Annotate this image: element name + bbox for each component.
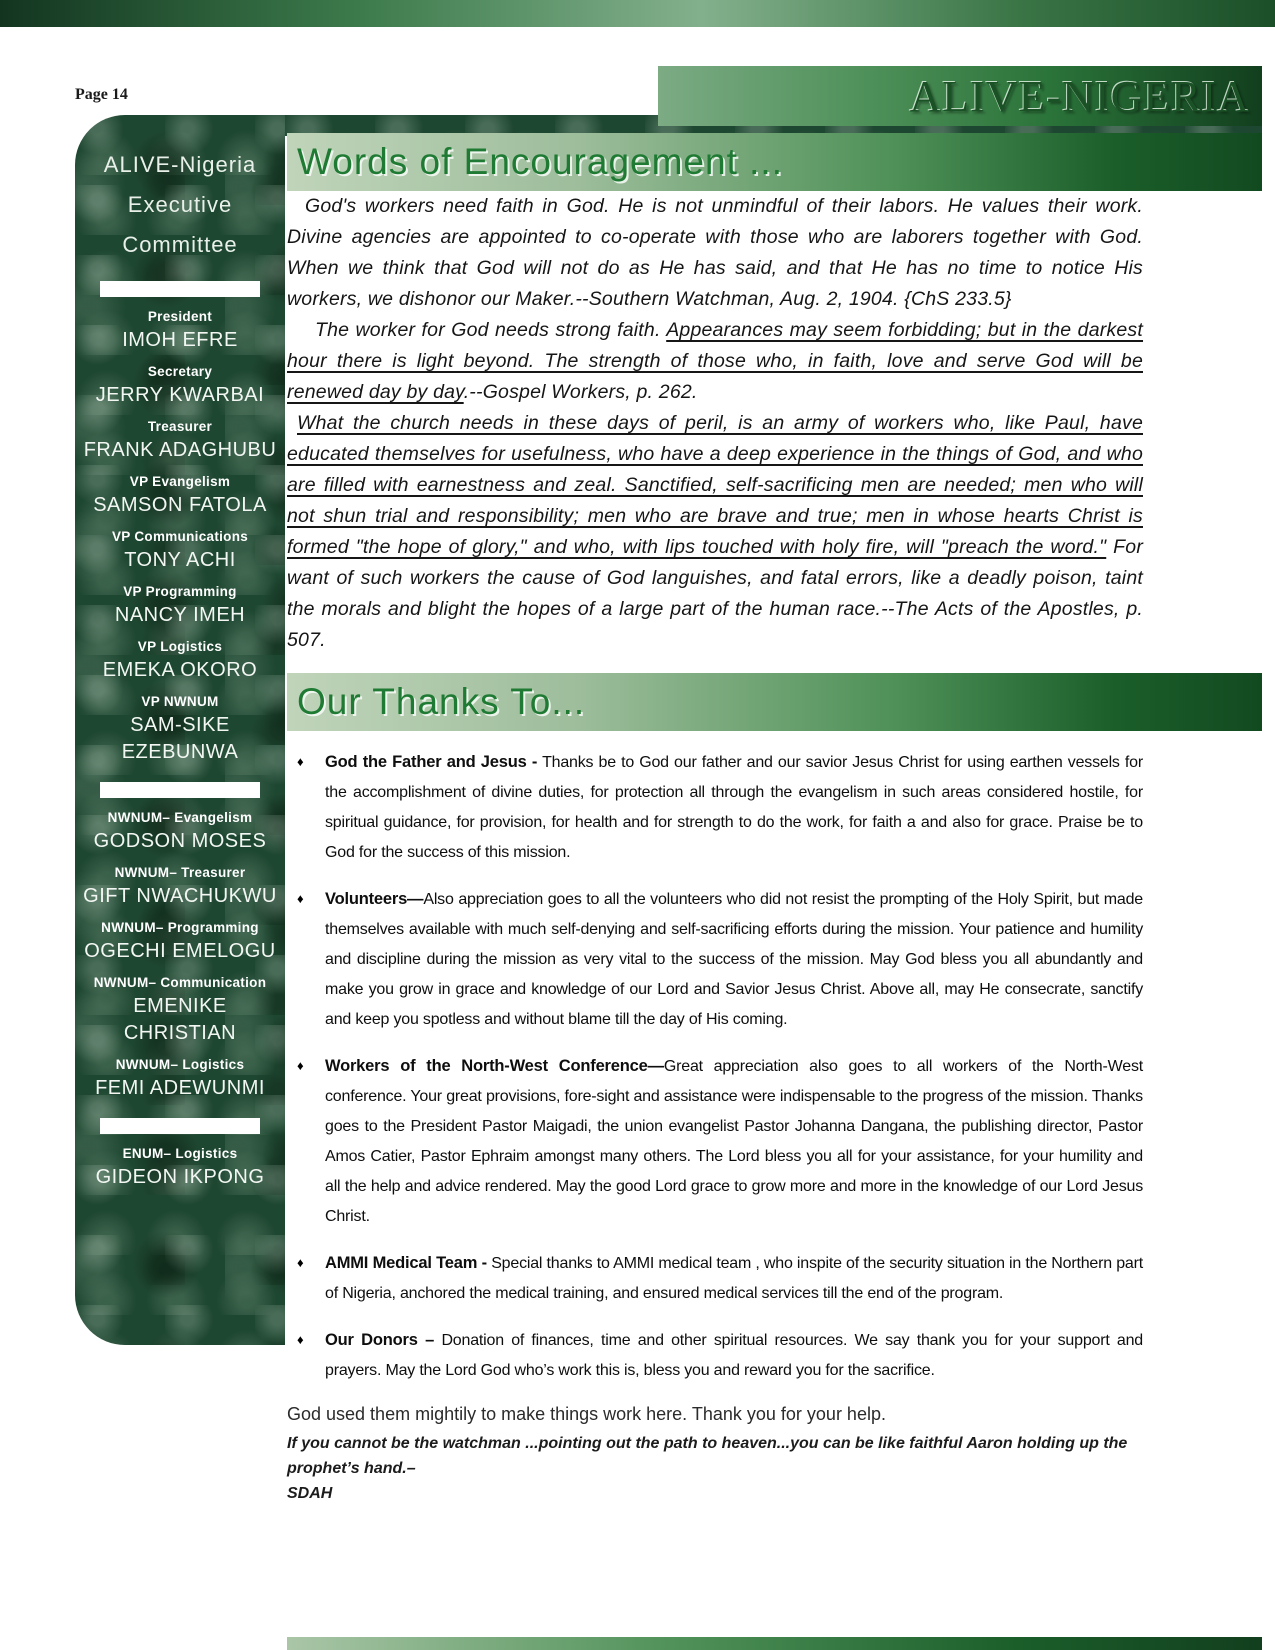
role-label: NWNUM– Logistics xyxy=(115,1057,245,1072)
quote-text: .--Gospel Workers, p. 262. xyxy=(463,381,698,403)
quotes-block xyxy=(287,191,1143,656)
role-label: President xyxy=(147,309,213,324)
committee-group xyxy=(83,307,277,766)
bullet-body xyxy=(325,1248,1143,1309)
list-item xyxy=(287,1248,1143,1309)
underlined-quote-text: What the church needs in these days of peril, is an army of workers who, like Paul, have educated themselves for usefulness, who have a deep experience in the things of God, and who are filled with earnestness and zeal. Sanctified, self-sacrificing men are needed; men who will not shun trial and responsibility; men who are brave and true; men in whose hearts Christ is formed "the hope of glory," and who, with lips touched with holy fire, will "preach the word." xyxy=(287,412,1143,558)
quote-text: God's workers need faith in God. He is not unmindful of their labors. He values their work. Divine agencies are appointed to co-operate with those who are laborers together with God. When we think that God will not do as He has said, and that He has no time to notice His workers, we dishonor our Maker.--Southern Watchman, Aug. 2, 1904. {ChS 233.5} xyxy=(287,195,1143,310)
sidebar-divider xyxy=(100,782,260,798)
member-name: GIFT NWACHUKWU xyxy=(83,885,277,907)
role-label: Secretary xyxy=(147,364,213,379)
bullet-body xyxy=(325,747,1143,868)
bullet-body xyxy=(325,884,1143,1035)
member-name: GIDEON IKPONG xyxy=(95,1166,265,1188)
main-column xyxy=(287,133,1262,1506)
sidebar-title xyxy=(83,145,277,265)
top-accent-bar xyxy=(0,0,1275,27)
bullet-text: Great appreciation also goes to all workers of the North-West conference. Your great provisions, fore-sight and assistance were indispensable to the progress of the mission. Thanks goes to the President Pastor Maigadi, the union evangelist Pastor Johanna Dangana, the publishing director, Pastor Amos Catier, Pastor Ephraim amongst many others. The Lord bless you all for your assistance, for your humility and all the help and advice rendered. May the good Lord grace to grow more and more in the knowledge of our Lord Jesus Christ. xyxy=(325,1058,1143,1225)
diamond-bullet-icon: ♦ xyxy=(297,1058,304,1073)
diamond-bullet-icon: ♦ xyxy=(297,1255,304,1270)
thanks-section-title: Our Thanks To... xyxy=(297,681,586,722)
list-item xyxy=(287,1325,1143,1386)
role-label: Treasurer xyxy=(147,419,213,434)
role-label: NWNUM– Evangelism xyxy=(107,810,253,825)
member-name: EMEKA OKORO xyxy=(102,659,258,681)
footer-attribution: SDAH xyxy=(287,1485,333,1502)
diamond-bullet-icon: ♦ xyxy=(297,1332,304,1347)
page-number-label: Page 14 xyxy=(75,86,128,103)
bullet-label: God the Father and Jesus - xyxy=(325,753,538,771)
bullet-label: Volunteers— xyxy=(325,890,424,908)
diamond-bullet-icon: ♦ xyxy=(297,891,304,906)
brand-title: ALIVE-NIGERIA xyxy=(909,71,1250,121)
brand-banner xyxy=(658,66,1262,126)
footer-quote xyxy=(287,1431,1143,1506)
footer-quote-line: If you cannot be the watchman ...pointing out the path to heaven...you can be like faithful Aaron holding up the prophet’s hand.– xyxy=(287,1435,1128,1477)
member-name: OGECHI EMELOGU xyxy=(84,940,276,962)
thanks-section-header xyxy=(287,673,1262,731)
bullet-body xyxy=(325,1325,1143,1386)
thanks-list xyxy=(287,747,1143,1386)
sidebar-title-line: ALIVE-Nigeria xyxy=(103,152,257,177)
member-name: SAM-SIKE EZEBUNWA xyxy=(121,714,239,763)
role-label: ENUM– Logistics xyxy=(122,1146,238,1161)
role-label: NWNUM– Communication xyxy=(93,975,267,990)
member-name: EMENIKE CHRISTIAN xyxy=(123,995,237,1044)
role-label: VP NWNUM xyxy=(141,694,219,709)
nwnum-group xyxy=(83,808,277,1102)
member-name: IMOH EFRE xyxy=(122,329,238,351)
quote-text: For want of such workers the cause of God languishes, and fatal errors, like a deadly poison, taint the morals and blight the hopes of a large part of the human race.--The Acts of the Apostles, p. 507. xyxy=(287,536,1144,651)
member-name: GODSON MOSES xyxy=(93,830,267,852)
quote-paragraph xyxy=(287,408,1143,656)
role-label: NWNUM– Treasurer xyxy=(114,865,246,880)
bullet-text: Also appreciation goes to all the volunteers who did not resist the prompting of the Holy Spirit, but made themselves available with much self-denying and self-sacrificing efforts during the mission. Your patience and humility and discipline during the mission as very vital to the success of the mission. May God bless you all abundantly and make you grow in grace and knowledge of our Lord and Savior Jesus Christ. Above all, may He consecrate, sanctify and keep you spotless and without blame till the day of His coming. xyxy=(325,891,1143,1028)
words-section-title: Words of Encouragement ... xyxy=(297,141,783,182)
sidebar xyxy=(75,115,285,1345)
bullet-label: AMMI Medical Team - xyxy=(325,1254,487,1272)
diamond-bullet-icon: ♦ xyxy=(297,754,304,769)
bottom-accent-bar xyxy=(287,1637,1262,1650)
list-item xyxy=(287,747,1143,868)
sidebar-divider xyxy=(100,281,260,297)
underlined-quote-text: Appearances may seem forbidding; but in the darkest hour there is light beyond. The strength of those who, in faith, love and serve God will be renewed day by day xyxy=(287,319,1144,403)
list-item xyxy=(287,884,1143,1035)
bullet-text: Thanks be to God our father and our savior Jesus Christ for using earthen vessels for the accomplishment of divine duties, for protection all through the evangelism in such areas considered hostile, for spiritual guidance, for provision, for health and for strength to do the work, for faith a and also for grace. Praise be to God for the success of this mission. xyxy=(325,754,1143,861)
role-label: VP Evangelism xyxy=(129,474,231,489)
enum-group xyxy=(83,1144,277,1191)
quote-paragraph xyxy=(287,315,1143,408)
bullet-text: Donation of finances, time and other spiritual resources. We say thank you for your support and prayers. May the Lord God who’s work this is, bless you and reward you for the sacrifice. xyxy=(325,1332,1143,1379)
bullet-text: Special thanks to AMMI medical team , who inspite of the security situation in the Northern part of Nigeria, anchored the medical training, and ensured medical services till the end of the program. xyxy=(325,1255,1143,1302)
bullet-label: Our Donors – xyxy=(325,1331,435,1349)
words-section-header xyxy=(287,133,1262,191)
bullet-label: Workers of the North-West Conference— xyxy=(325,1057,664,1075)
quote-paragraph xyxy=(287,191,1143,315)
sidebar-divider xyxy=(100,1118,260,1134)
member-name: TONY ACHI xyxy=(124,549,236,571)
role-label: NWNUM– Programming xyxy=(101,920,259,935)
member-name: SAMSON FATOLA xyxy=(93,494,267,516)
member-name: NANCY IMEH xyxy=(114,604,246,626)
footer-note: God used them mightily to make things work here. Thank you for your help. xyxy=(287,1404,886,1424)
member-name: JERRY KWARBAI xyxy=(95,384,265,406)
bullet-body xyxy=(325,1051,1143,1232)
role-label: VP Programming xyxy=(123,584,237,599)
role-label: VP Logistics xyxy=(137,639,223,654)
role-label: VP Communications xyxy=(111,529,249,544)
member-name: FEMI ADEWUNMI xyxy=(95,1077,265,1099)
sidebar-title-line: Committee xyxy=(122,232,238,257)
sidebar-title-line: Executive xyxy=(127,192,233,217)
list-item xyxy=(287,1051,1143,1232)
quote-text: The worker for God needs strong faith. xyxy=(315,319,667,341)
member-name: FRANK ADAGHUBU xyxy=(83,439,277,461)
